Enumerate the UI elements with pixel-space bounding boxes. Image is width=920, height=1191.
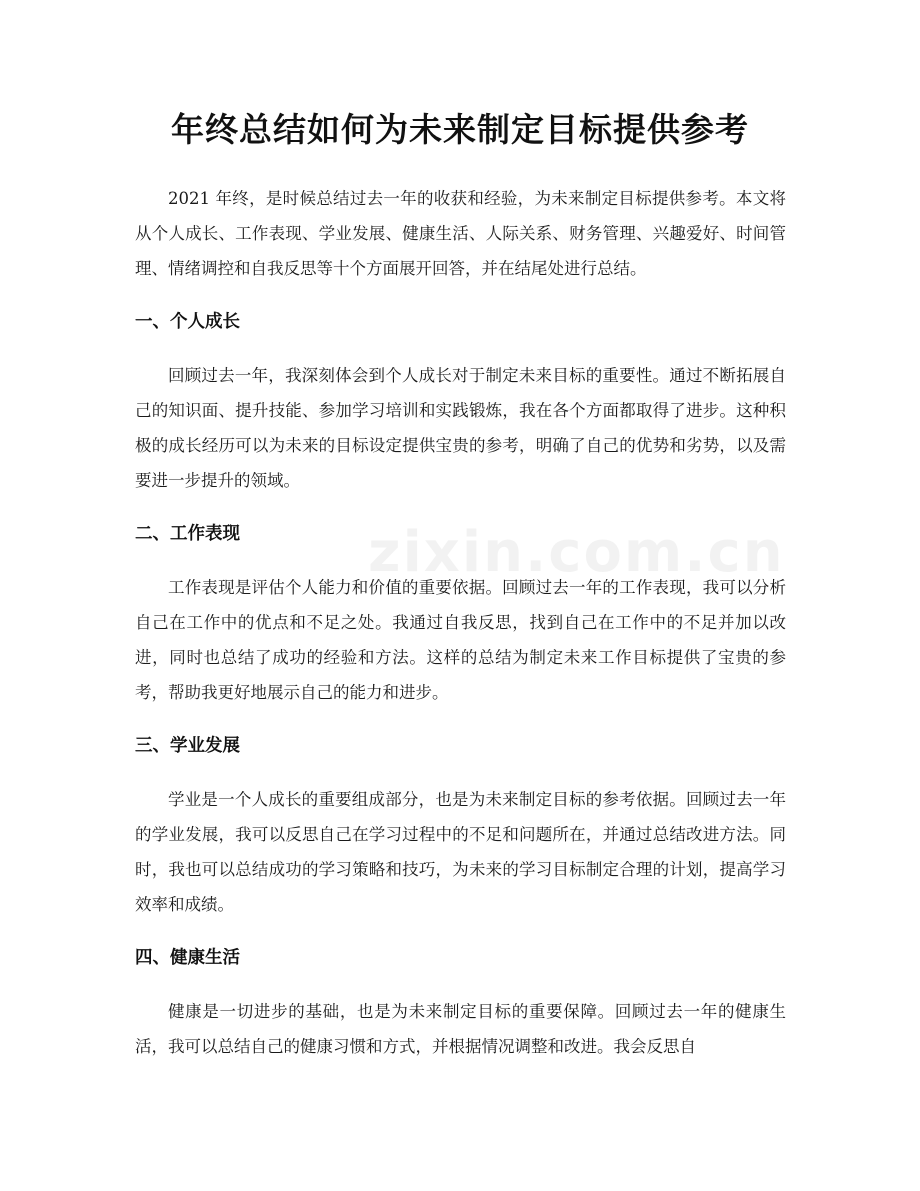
document-title: 年终总结如何为未来制定目标提供参考 — [171, 110, 749, 149]
section-body-academic-development: 学业是一个人成长的重要组成部分，也是为未来制定目标的参考依据。回顾过去一年的学业发展，我可以反思自己在学习过程中的不足和问题所在，并通过总结改进方法。同时，我也可以总结成功的学习策略和技巧，为未来的学习目标制定合理的计划，提高学习效率和成绩。 — [135, 790, 786, 914]
section-heading-work-performance: 二、工作表现 — [135, 524, 240, 544]
section-body-work-performance: 工作表现是评估个人能力和价值的重要依据。回顾过去一年的工作表现，我可以分析自己在工作中的优点和不足之处。我通过自我反思，找到自己在工作中的不足并加以改进，同时也总结了成功的经验和方法。这样的总结为制定未来工作目标提供了宝贵的参考，帮助我更好地展示自己的能力和进步。 — [135, 578, 786, 702]
document-body — [135, 181, 786, 1064]
intro-paragraph: 2021 年终，是时候总结过去一年的收获和经验，为未来制定目标提供参考。本文将从个人成长、工作表现、学业发展、健康生活、人际关系、财务管理、兴趣爱好、时间管理、情绪调控和自我反思等十个方面展开回答，并在结尾处进行总结。 — [135, 189, 786, 278]
watermark: zixin.com.cn — [368, 520, 785, 585]
section-heading-academic-development: 三、学业发展 — [135, 736, 240, 756]
section-heading-healthy-living: 四、健康生活 — [135, 948, 240, 968]
section-body-healthy-living: 健康是一切进步的基础，也是为未来制定目标的重要保障。回顾过去一年的健康生活，我可以总结自己的健康习惯和方式，并根据情况调整和改进。我会反思自 — [135, 1002, 786, 1056]
section-heading-personal-growth: 一、个人成长 — [135, 312, 240, 332]
section-body-personal-growth: 回顾过去一年，我深刻体会到个人成长对于制定未来目标的重要性。通过不断拓展自己的知识面、提升技能、参加学习培训和实践锻炼，我在各个方面都取得了进步。这种积极的成长经历可以为未来的目标设定提供宝贵的参考，明确了自己的优势和劣势，以及需要进一步提升的领域。 — [135, 366, 786, 490]
